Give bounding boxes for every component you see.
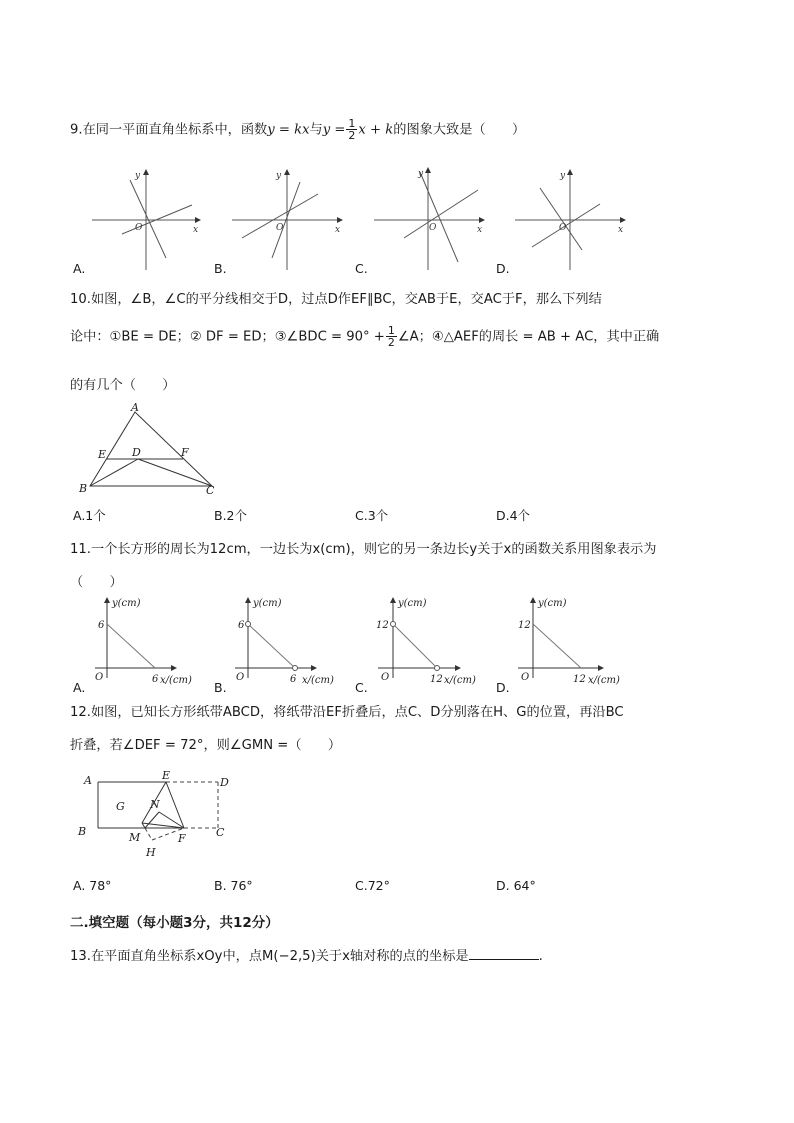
q9d-y-label: y xyxy=(560,171,566,181)
q11d-origin: O xyxy=(521,672,530,683)
q10-option-c[interactable]: C.3个 xyxy=(355,508,389,523)
q11c-origin: O xyxy=(381,672,390,683)
q11-option-b[interactable]: B. xyxy=(214,680,227,695)
q10-label-a: A xyxy=(131,401,139,414)
q12-option-c[interactable]: C.72° xyxy=(355,878,390,893)
q11c-x-label: x/(cm) xyxy=(444,675,476,686)
q9-option-b[interactable]: B. xyxy=(214,261,227,276)
q11b-open-point-y xyxy=(246,622,251,627)
q9a-x-label: x xyxy=(193,225,199,235)
q11a-origin: O xyxy=(95,672,104,683)
q11-option-d[interactable]: D. xyxy=(496,680,510,695)
q11a-y-label: y(cm) xyxy=(112,598,141,609)
q12-label-f: F xyxy=(178,832,186,845)
q9a-y-label: y xyxy=(135,171,141,181)
q10-label-b: B xyxy=(79,482,88,495)
q9c-x-label: x xyxy=(477,225,483,235)
q11d-y-label: y(cm) xyxy=(538,598,567,609)
q9b-x-label: x xyxy=(335,225,341,235)
q12-label-n: N xyxy=(150,798,160,811)
q9b-y-label: y xyxy=(276,171,282,181)
q13-answer-blank[interactable] xyxy=(469,947,539,960)
q12-option-d[interactable]: D. 64° xyxy=(496,878,536,893)
q11c-x-tick: 12 xyxy=(430,674,443,685)
q9-fraction: $\frac{1}{2}$ xyxy=(348,117,356,142)
q13-stem: 13.在平面直角坐标系xOy中，点M(−2,5)关于x轴对称的点的坐标是 . xyxy=(70,949,543,964)
q12-label-b: B xyxy=(78,825,87,838)
q11b-origin: O xyxy=(236,672,245,683)
q11-graph-a xyxy=(95,598,176,678)
q10-label-f: F xyxy=(181,446,189,459)
q11d-y-tick: 12 xyxy=(518,620,531,631)
q11d-x-tick: 12 xyxy=(573,674,586,685)
q10-line-3: 的有几个（ ） xyxy=(70,378,176,393)
q11-option-c[interactable]: C. xyxy=(355,680,368,695)
q10-option-d[interactable]: D.4个 xyxy=(496,508,531,523)
q9-option-a[interactable]: A. xyxy=(73,261,86,276)
q9a-origin: O xyxy=(135,223,143,233)
q9c-y-label: y xyxy=(418,169,424,179)
q9d-origin: O xyxy=(559,223,567,233)
q11a-x-label: x/(cm) xyxy=(160,675,192,686)
q11-line-1: 11.一个长方形的周长为12cm，一边长为x(cm)，则它的另一条边长y关于x的函数关系用图象表示为 xyxy=(70,542,657,557)
q11b-segment xyxy=(248,624,295,668)
q11b-open-point-x xyxy=(293,666,298,671)
q12-line-2: 折叠，若∠DEF = 72°，则∠GMN =（ ） xyxy=(70,738,342,753)
q9-stem: 9.在同一平面直角坐标系中，函数y = kx与y = $\frac{1}{2}$ x + k的图象大致是（ ） xyxy=(70,117,526,142)
q10-line-1: 10.如图，∠B，∠C的平分线相交于D，过点D作EF∥BC，交AB于E，交AC于F，那么下列结 xyxy=(70,292,602,307)
q10-option-b[interactable]: B.2个 xyxy=(214,508,248,523)
q10-label-c: C xyxy=(206,484,215,497)
q11d-x-label: x/(cm) xyxy=(588,675,620,686)
q11-graph-c xyxy=(378,598,460,678)
q12-option-a[interactable]: A. 78° xyxy=(73,878,112,893)
q11c-y-label: y(cm) xyxy=(398,598,427,609)
q11-option-a[interactable]: A. xyxy=(73,680,86,695)
q11c-y-tick: 12 xyxy=(376,620,389,631)
q9d-x-label: x xyxy=(618,225,624,235)
q12-label-a: A xyxy=(84,774,92,787)
q12-label-h: H xyxy=(146,846,156,859)
q12-label-c: C xyxy=(216,826,225,839)
dashed-mh xyxy=(145,828,152,840)
q11a-x-tick: 6 xyxy=(152,674,159,685)
q9-option-d[interactable]: D. xyxy=(496,261,510,276)
q9-option-c[interactable]: C. xyxy=(355,261,368,276)
q11b-x-tick: 6 xyxy=(290,674,297,685)
q11b-x-label: x/(cm) xyxy=(302,675,334,686)
q11a-y-tick: 6 xyxy=(98,620,105,631)
q12-label-m: M xyxy=(129,831,141,844)
q11b-y-tick: 6 xyxy=(238,620,245,631)
q12-line-1: 12.如图，已知长方形纸带ABCD，将纸带沿EF折叠后，点C、D分别落在H、G的位置，再沿BC xyxy=(70,705,624,720)
q10-label-e: E xyxy=(98,448,107,461)
q12-folding-figure xyxy=(70,765,240,865)
q12-label-d: D xyxy=(220,776,229,789)
q10-option-a[interactable]: A.1个 xyxy=(73,508,106,523)
q11-graph-d xyxy=(518,598,603,678)
q11c-segment xyxy=(393,624,437,668)
q12-label-e: E xyxy=(162,769,171,782)
q12-label-g: G xyxy=(116,800,125,813)
q11a-segment xyxy=(107,624,155,668)
q11b-y-label: y(cm) xyxy=(253,598,282,609)
q9b-origin: O xyxy=(276,223,284,233)
q10-fraction: $\frac{1}{2}$ xyxy=(387,324,395,349)
fold-ef xyxy=(166,782,184,828)
q12-option-b[interactable]: B. 76° xyxy=(214,878,253,893)
q11c-open-point-y xyxy=(391,622,396,627)
q10-line-2: 论中：①BE = DE；② DF = ED；③∠BDC = 90° + $\frac{1}{2}$ ∠A；④△AEF的周长 = AB + AC，其中正确 xyxy=(70,324,660,349)
q10-label-d: D xyxy=(132,446,141,459)
q9c-origin: O xyxy=(429,223,437,233)
q11d-segment xyxy=(533,624,581,668)
q11-graph-b xyxy=(235,598,316,678)
section-title-fill-in: 二.填空题（每小题3分，共12分） xyxy=(70,915,279,931)
q11-line-2: （ ） xyxy=(70,575,123,590)
q11c-open-point-x xyxy=(435,666,440,671)
